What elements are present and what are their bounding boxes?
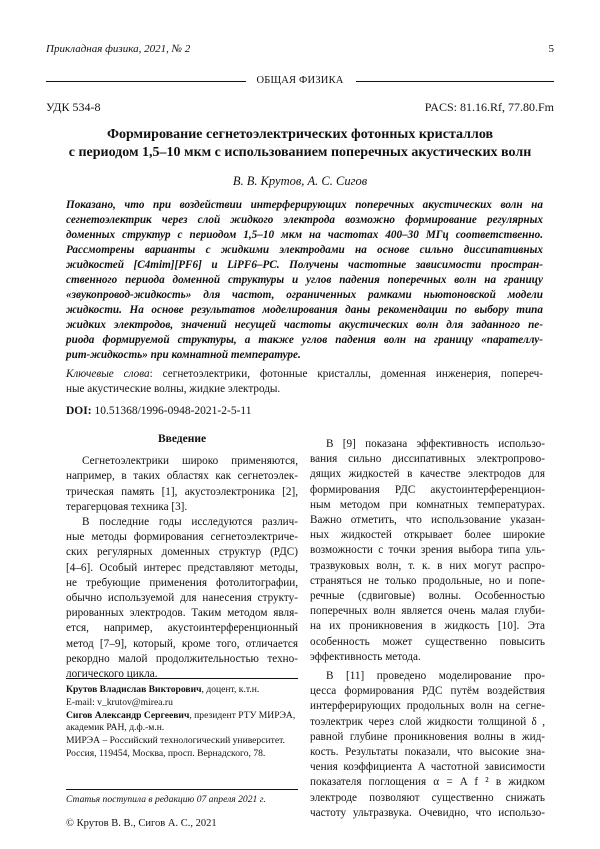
body-line: на их проникновения в жидкость [10]. Эта [310,620,545,633]
body-line: ских регулярных доменных структур (РДС) [66,546,298,559]
author-role: академик РАН, д.ф.-м.н. [66,722,165,734]
body-line: Сегнетоэлектрики широко применяются, [82,455,298,468]
body-line: В [11] проведено моделирование про- [326,670,545,683]
body-line: чения коэффициента A частотной зависимости [310,761,545,774]
body-line: обычно используемой для нанесения структу- [66,592,298,605]
affiliation-address: Россия, 119454, Москва, просп. Вернадского, 78. [66,747,266,759]
keywords-line: Ключевые слова: сегнетоэлектрики, фотонные кристаллы, доменная инженерия, попереч- [66,368,544,380]
article-title [46,126,554,162]
journal-citation: Прикладная физика, 2021, № 2 [46,43,191,55]
body-line: возможности с точки зрения выбора типа уль- [310,544,545,557]
body-line: цесса формирования РДС путём воздействия [310,685,545,698]
abstract-line: Рассмотрены варианты с жидкими электродами на основе сильно диссипативных [66,244,543,256]
author-role: , доцент, к.т.н. [201,684,260,695]
body-line: кость. Результаты показали, что высокие зна- [310,746,545,759]
body-line: [4–6]. Особый интерес представляют методы, [66,561,298,574]
right-column [310,437,545,821]
copyright: © Крутов В. В., Сигов А. С., 2021 [66,818,217,829]
body-line: ные методы формирования сегнетоэлектриче- [66,531,298,544]
abstract-line: жидких электродов, значений несущей частоты акустических волн для заданного пе- [66,319,543,331]
abstract-line: доменных структур с периодом 1,5–10 мкм на частотах 400–30 МГц соответственно. [66,229,543,241]
body-line: трическая память [1], акустоэлектроника [2], [66,485,298,498]
intro-heading: Введение [157,433,207,445]
abstract-line: жидкостей [C4mim][PF6] и LiPF6–PC. Получены частотные зависимости простран- [66,259,543,271]
affiliation: МИРЭА – Российский технологический университет. [66,735,285,747]
body-line: эффективность метода. [310,650,421,663]
author-role: , президент РТУ МИРЭА, [189,709,296,721]
body-line: ным методом при комнатных температурах. [310,498,545,511]
author-email[interactable]: E-mail: v_krutov@mirea.ru [66,696,173,708]
body-line: например, в таких областях как сегнетоэлек- [66,470,298,483]
body-line: особенность может существенно повысить [310,635,545,648]
received-date: Статья поступила в редакцию 07 апреля 2021 г. [66,789,298,805]
abstract-line: «звукопровод-жидкость» для частот, ограниченных рамками ньютоновской модели [66,289,543,301]
section-rule-right [356,81,554,82]
body-line: не требующие применения фотолитографии, [66,576,298,589]
body-line: поперечных волн является очень малая глуби- [310,605,545,618]
body-line: тразвуковых волн, т. к. в них могут распро- [310,559,545,572]
body-line: дящих жидкостей в качестве электродов для [310,468,545,481]
body-line: формирования РДС акустоинтерференцион- [310,483,545,496]
udk-code: УДК 534-8 [46,100,101,114]
body-line: показателя поглощения α = A f ² в жидком [310,776,545,789]
body-line: логического цикла. [66,668,158,681]
running-header [46,43,554,55]
article-authors: В. В. Крутов, А. С. Сигов [232,174,368,188]
body-line: ных жидкостей открывает более широкие [310,529,545,542]
keywords-line: ные акустические волны, жидкие электроды. [66,383,281,395]
body-line: терагерцовая техника [3]. [66,500,188,513]
author-name: Крутов Владислав Викторович [66,684,202,695]
title-line: с периодом 1,5–10 мкм с использованием поперечных акустических волн [68,145,532,160]
doi-link[interactable]: 10.51368/1996-0948-2021-2-5-11 [94,405,252,417]
abstract-line: Показано, что при воздействии интерферирующих поперечных акустических волн на [66,199,543,211]
pacs-codes: PACS: 81.16.Rf, 77.80.Fm [424,100,554,114]
keywords [66,367,543,397]
section-label: ОБЩАЯ ФИЗИКА [256,75,344,86]
body-line: тоэлектрик через слой жидкости толщиной δ , [310,715,545,728]
body-line: В последние годы исследуются различ- [82,516,298,529]
author-name: Сигов Александр Сергеевич [66,709,190,721]
abstract-line: сегнетоэлектрик через слой жидкого электрода возможно формирование регулярных [66,214,543,226]
body-line: рекордно малой продолжительностью техно- [66,652,298,665]
abstract-line: риода формируемой структуры, а также углов падения волн на границу «парателлу- [66,334,543,346]
body-line: речные (сдвиговые) волны. Особенностью [310,590,545,603]
body-line: ется, например, акустоинтерференционный [66,622,298,635]
classification-row [46,100,554,115]
body-line: электроде позволяют существенно снижать [310,791,545,804]
abstract-line: рит-жидкость» при комнатной температуре. [66,349,301,361]
page-number: 5 [548,43,554,55]
title-line: Формирование сегнетоэлектрических фотонных кристаллов [106,127,494,142]
abstract [66,198,543,363]
keywords-text: сегнетоэлектрики, фотонные кристаллы, доменная инженерия, попереч- [162,368,544,380]
keywords-label: Ключевые слова [66,368,150,380]
left-column [66,432,298,682]
section-band [46,75,554,87]
body-line: частоту ультразвука. Очевидно, что использо- [310,806,545,819]
body-line: интерферирующих продольных волн на сегне- [310,700,545,713]
doi-line [66,405,543,417]
author-footnote [66,684,298,761]
author-info [66,710,298,723]
doi-label: DOI: [66,405,92,417]
body-line: страняться не только продольные, но и попе- [310,574,545,587]
body-line: рированных электродов. Таким методом явля- [66,607,298,620]
body-line: равной глубине проникновения волны в жид- [310,730,545,743]
body-line: метод [7–9], который, кроме того, отличается [66,637,298,650]
abstract-line: жидкости. На основе результатов моделирования даны рекомендации по выбору типа [66,304,543,316]
body-line: В [9] показана эффективность использо- [326,438,545,450]
abstract-line: ственного периода доменной структуры и углов падения поперечных волн на границу [66,274,543,286]
author-info [66,684,298,697]
body-line: вания сильно диссипативных электропрово- [310,453,545,466]
body-line: Важно отметить, что использование указан- [310,514,545,527]
footnote-divider [66,678,298,679]
